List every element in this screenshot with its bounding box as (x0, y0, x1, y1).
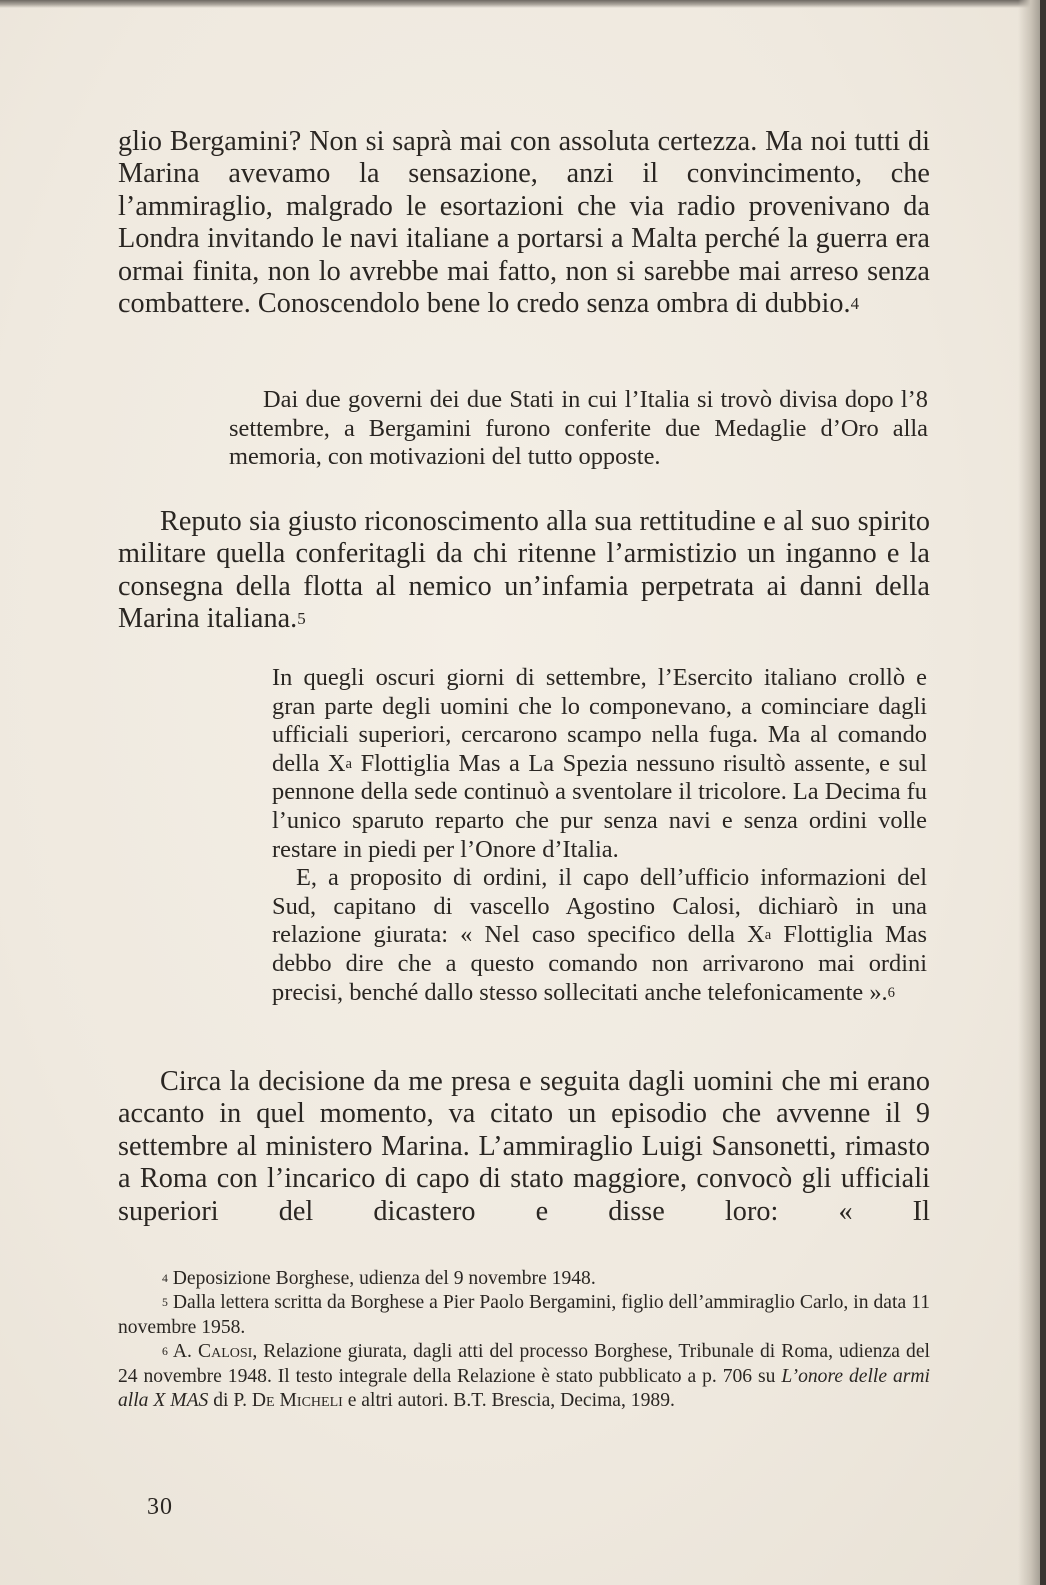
ordinal-superscript: a (764, 927, 772, 944)
ordinal-superscript: a (345, 755, 353, 772)
paragraph-1-text: glio Bergamini? Non si saprà mai con assoluta certezza. Ma noi tutti di Marina avevamo la sensazione, anzi il convincimento, che l’ammiraglio, malgrado le esortazioni che via radio provenivano da Londra invitando le navi italiane a portarsi a Malta perché la guerra era ormai finita, non lo avrebbe mai fatto, non si sarebbe mai arreso senza combattere. Conoscendolo bene lo credo senza ombra di dubbio. (118, 126, 930, 320)
footnote-6-text-3: e altri autori. B.T. Brescia, Decima, 1989. (342, 1390, 675, 1412)
block-quote-2 (272, 664, 927, 1007)
footnote-4 (118, 1267, 930, 1291)
quote-2a-text-start: In quegli oscuri giorni di settembre, l’Esercito italiano crollò e gran parte degli uomini che lo componevano, a cominciare dagli ufficiali superiori, cercarono scampo nella fuga. Ma al comando della X (272, 664, 927, 777)
quote-2-paragraph-b (272, 864, 927, 1007)
footnote-ref-4[interactable]: 4 (850, 293, 860, 313)
quote-2a-text-end: Flottiglia Mas a La Spezia nessuno risultò assente, e sul pennone della sede continuò a sventolare il tricolore. La Decima fu l’unico sparuto reparto che pur senza navi e senza ordini volle restare in piedi per l’Onore d’Italia. (272, 749, 927, 863)
footnote-6-text: , Relazione giurata, dagli atti del processo Borghese, Tribunale di Roma, udienza del 24 novembre 1948. Il testo integrale della Relazione è stato pubblicato a p. 706 su (118, 1341, 930, 1387)
body-paragraph-3 (118, 1066, 930, 1228)
footnote-ref-5[interactable]: 5 (297, 608, 306, 628)
paragraph-3-text: Circa la decisione da me presa e seguita dagli uomini che mi erano accanto in quel momento, va citato un episodio che avvenne il 9 settembre al ministero Marina. L’ammiraglio Luigi Sansonetti, rimasto a Roma con l’incarico di capo di stato maggiore, convocò gli ufficiali superiori del dicastero e disse loro: « Il (118, 1066, 930, 1227)
footnote-6 (118, 1340, 930, 1413)
footnote-number: 6 (162, 1344, 168, 1358)
footnote-6-book-title: L’onore delle armi alla X MAS (118, 1365, 930, 1412)
footnote-ref-6[interactable]: 6 (887, 984, 895, 1001)
footnote-number: 5 (162, 1296, 168, 1310)
footnote-5-text: Dalla lettera scritta da Borghese a Pier Paolo Bergamini, figlio dell’ammiraglio Carlo, in data 11 novembre 1958. (118, 1292, 930, 1338)
quote-2b-text-end: Flottiglia Mas debbo dire che a questo comando non arrivarono mai ordini precisi, benché dallo stesso sollecitati anche telefonicamente ». (272, 921, 927, 1006)
paragraph-2-text: Reputo sia giusto riconoscimento alla sua rettitudine e al suo spirito militare quella conferitagli da chi ritenne l’armistizio un inganno e la consegna della flotta al nemico un’infamia perpetrata ai danni della Marina italiana. (118, 506, 930, 635)
footnotes (118, 1267, 930, 1413)
footnote-6-text-2: di P. (208, 1390, 252, 1412)
quote-1-text: Dai due governi dei due Stati in cui l’Italia si trovò divisa dopo l’8 settembre, a Bergamini furono conferite due Medaglie d’Oro alla memoria, con motivazioni del tutto opposte. (229, 386, 928, 471)
block-quote-1 (229, 386, 928, 472)
footnote-4-text: Deposizione Borghese, udienza del 9 novembre 1948. (172, 1268, 596, 1289)
quote-2-paragraph-a (272, 664, 927, 864)
footnote-6-author: Calosi (198, 1341, 253, 1363)
footnote-6-author-2: De Micheli (251, 1390, 343, 1412)
page-number: 30 (147, 1494, 173, 1520)
body-paragraph-1 (118, 126, 930, 320)
quote-2b-text-start: E, a proposito di ordini, il capo dell’ufficio informazioni del Sud, capitano di vascello Agostino Calosi, dichiarò in una relazione giurata: « Nel caso specifico della X (272, 864, 927, 949)
body-paragraph-2 (118, 506, 930, 636)
page-binding-shadow (1040, 0, 1046, 1585)
footnote-5 (118, 1291, 930, 1340)
footnote-6-initial: A. (172, 1341, 192, 1363)
page-top-edge (0, 0, 1046, 8)
footnote-number: 4 (162, 1271, 168, 1285)
